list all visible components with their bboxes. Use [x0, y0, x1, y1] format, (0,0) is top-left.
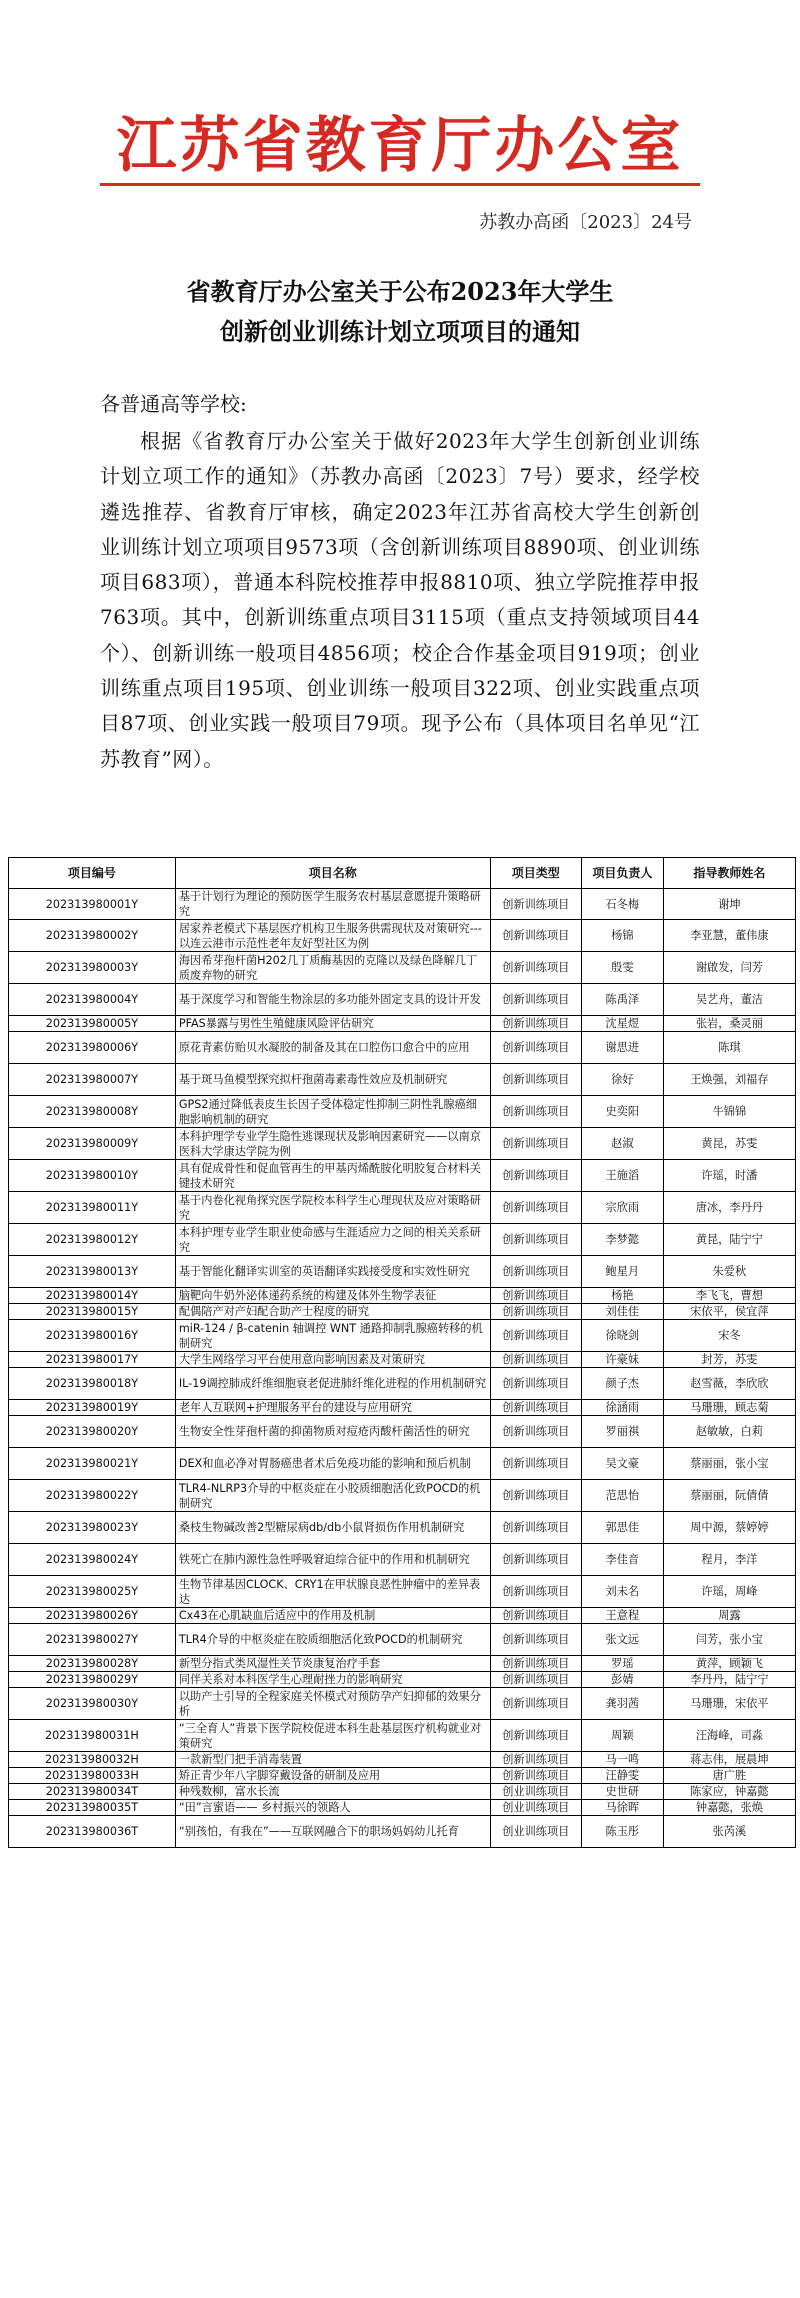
- project-name-cell: miR-124 / β-catenin 轴调控 WNT 通路抑制乳腺癌转移的机制研究: [175, 1320, 490, 1352]
- project-leader-cell: 彭婧: [581, 1672, 663, 1688]
- project-id-cell: 202313980014Y: [9, 1288, 176, 1304]
- project-id-cell: 202313980024Y: [9, 1544, 176, 1576]
- project-leader-cell: 王意程: [581, 1608, 663, 1624]
- project-leader-cell: 吴文豪: [581, 1448, 663, 1480]
- advisor-cell: 周露: [663, 1608, 795, 1624]
- table-row: [9, 1368, 796, 1400]
- project-type-cell: 创新训练项目: [490, 1512, 581, 1544]
- project-id-cell: 202313980028Y: [9, 1656, 176, 1672]
- project-leader-cell: 汪静雯: [581, 1768, 663, 1784]
- table-row: [9, 1720, 796, 1752]
- project-type-cell: 创新训练项目: [490, 1416, 581, 1448]
- project-leader-cell: 陈玉彤: [581, 1816, 663, 1848]
- table-row: [9, 1672, 796, 1688]
- table-row: [9, 1480, 796, 1512]
- project-type-cell: 创新训练项目: [490, 1128, 581, 1160]
- table-row: [9, 1288, 796, 1304]
- project-leader-cell: 王施滔: [581, 1160, 663, 1192]
- table-row: [9, 952, 796, 984]
- project-leader-cell: 徐涵雨: [581, 1400, 663, 1416]
- project-name-cell: 同伴关系对本科医学生心理耐挫力的影响研究: [175, 1672, 490, 1688]
- project-id-cell: 202313980001Y: [9, 889, 176, 920]
- project-name-cell: 种残数柳，富水长流: [175, 1784, 490, 1800]
- project-leader-cell: 周颖: [581, 1720, 663, 1752]
- advisor-cell: 许瑶，周峰: [663, 1576, 795, 1608]
- table-row: [9, 1064, 796, 1096]
- header-advisor: 指导教师姓名: [663, 858, 795, 889]
- project-id-cell: 202313980025Y: [9, 1576, 176, 1608]
- project-leader-cell: 鲍星月: [581, 1256, 663, 1288]
- project-id-cell: 202313980013Y: [9, 1256, 176, 1288]
- advisor-cell: 蔡丽丽，张小宝: [663, 1448, 795, 1480]
- project-leader-cell: 徐晓剑: [581, 1320, 663, 1352]
- project-type-cell: 创新训练项目: [490, 984, 581, 1016]
- project-name-cell: 基于深度学习和智能生物涂层的多功能外固定支具的设计开发: [175, 984, 490, 1016]
- project-name-cell: 原花青素仿贻贝水凝胶的制备及其在口腔伤口愈合中的应用: [175, 1032, 490, 1064]
- project-name-cell: “田”言蜜语—— 乡村振兴的领路人: [175, 1800, 490, 1816]
- table-row: [9, 1224, 796, 1256]
- project-id-cell: 202313980004Y: [9, 984, 176, 1016]
- project-name-cell: “三全育人”背景下医学院校促进本科生赴基层医疗机构就业对策研究: [175, 1720, 490, 1752]
- advisor-cell: 宋冬: [663, 1320, 795, 1352]
- project-leader-cell: 陈禹泽: [581, 984, 663, 1016]
- project-id-cell: 202313980016Y: [9, 1320, 176, 1352]
- advisor-cell: 汪海峰，司淼: [663, 1720, 795, 1752]
- project-type-cell: 创新训练项目: [490, 1160, 581, 1192]
- project-type-cell: 创新训练项目: [490, 1448, 581, 1480]
- project-name-cell: 铁死亡在肺内源性急性呼吸窘迫综合征中的作用和机制研究: [175, 1544, 490, 1576]
- project-name-cell: 本科护理专业学生职业使命感与生涯适应力之间的相关关系研究: [175, 1224, 490, 1256]
- project-type-cell: 创新训练项目: [490, 889, 581, 920]
- project-name-cell: TLR4介导的中枢炎症在胶质细胞活化致POCD的机制研究: [175, 1624, 490, 1656]
- project-type-cell: 创业训练项目: [490, 1800, 581, 1816]
- project-id-cell: 202313980011Y: [9, 1192, 176, 1224]
- project-type-cell: 创新训练项目: [490, 1576, 581, 1608]
- project-id-cell: 202313980009Y: [9, 1128, 176, 1160]
- advisor-cell: 闫芳，张小宝: [663, 1624, 795, 1656]
- advisor-cell: 黄昆，陆宁宁: [663, 1224, 795, 1256]
- project-id-cell: 202313980034T: [9, 1784, 176, 1800]
- table-row: [9, 1352, 796, 1368]
- project-leader-cell: 刘佳佳: [581, 1304, 663, 1320]
- project-leader-cell: 史世研: [581, 1784, 663, 1800]
- project-leader-cell: 史奕阳: [581, 1096, 663, 1128]
- project-name-cell: 以助产士引导的全程家庭关怀模式对预防孕产妇抑郁的效果分析: [175, 1688, 490, 1720]
- project-leader-cell: 郭思佳: [581, 1512, 663, 1544]
- table-row: [9, 1400, 796, 1416]
- project-name-cell: 桑枝生物碱改善2型糖尿病db/db小鼠肾损伤作用机制研究: [175, 1512, 490, 1544]
- project-type-cell: 创新训练项目: [490, 1688, 581, 1720]
- project-leader-cell: 张文远: [581, 1624, 663, 1656]
- project-type-cell: 创业训练项目: [490, 1816, 581, 1848]
- notice-title-line1: 省教育厅办公室关于公布2023年大学生: [186, 277, 614, 306]
- advisor-cell: 王焕强，刘福存: [663, 1064, 795, 1096]
- project-id-cell: 202313980036T: [9, 1816, 176, 1848]
- project-leader-cell: 徐好: [581, 1064, 663, 1096]
- project-type-cell: 创新训练项目: [490, 1480, 581, 1512]
- project-leader-cell: 沈星煜: [581, 1016, 663, 1032]
- header-project-name: 项目名称: [175, 858, 490, 889]
- table-row: [9, 1656, 796, 1672]
- project-type-cell: 创新训练项目: [490, 1768, 581, 1784]
- advisor-cell: 张芮溪: [663, 1816, 795, 1848]
- project-leader-cell: 罗瑶: [581, 1656, 663, 1672]
- project-id-cell: 202313980020Y: [9, 1416, 176, 1448]
- project-name-cell: 基于智能化翻译实训室的英语翻译实践接受度和实效性研究: [175, 1256, 490, 1288]
- project-type-cell: 创新训练项目: [490, 1608, 581, 1624]
- project-type-cell: 创新训练项目: [490, 1352, 581, 1368]
- table-row: [9, 1320, 796, 1352]
- project-type-cell: 创新训练项目: [490, 1016, 581, 1032]
- advisor-cell: 黄萍，顾颖飞: [663, 1656, 795, 1672]
- table-row: [9, 1800, 796, 1816]
- header-project-id: 项目编号: [9, 858, 176, 889]
- project-name-cell: 具有促成骨性和促血管再生的甲基丙烯酰胺化明胶复合材料关键技术研究: [175, 1160, 490, 1192]
- table-row: [9, 1192, 796, 1224]
- notice-body: 根据《省教育厅办公室关于做好2023年大学生创新创业训练计划立项工作的通知》（苏教办高函〔2023〕7号）要求，经学校遴选推荐、省教育厅审核，确定2023年江苏省高校大学生创新创业训练计划立项项目9573项（含创新训练项目8890项、创业训练项目683项），普通本科院校推荐申报8810项、独立学院推荐申报763项。其中，创新训练重点项目3115项（重点支持领域项目44个）、创新训练一般项目4856项；校企合作基金项目919项；创业训练重点项目195项、创业训练一般项目322项、创业实践重点项目87项、创业实践一般项目79项。现予公布（具体项目名单见“江苏教育”网）。: [100, 429, 700, 771]
- project-type-cell: 创新训练项目: [490, 1224, 581, 1256]
- project-leader-cell: 颜子杰: [581, 1368, 663, 1400]
- project-type-cell: 创新训练项目: [490, 952, 581, 984]
- document-number: 苏教办高函〔2023〕24号: [479, 212, 692, 233]
- table-row: [9, 1448, 796, 1480]
- project-id-cell: 202313980015Y: [9, 1304, 176, 1320]
- project-id-cell: 202313980021Y: [9, 1448, 176, 1480]
- project-id-cell: 202313980030Y: [9, 1688, 176, 1720]
- project-type-cell: 创新训练项目: [490, 1096, 581, 1128]
- advisor-cell: 李丹丹，陆宁宁: [663, 1672, 795, 1688]
- project-id-cell: 202313980032H: [9, 1752, 176, 1768]
- advisor-cell: 马珊珊，宋依平: [663, 1688, 795, 1720]
- table-row: [9, 920, 796, 952]
- advisor-cell: 蔡丽丽，阮倩倩: [663, 1480, 795, 1512]
- advisor-cell: 陈琪: [663, 1032, 795, 1064]
- project-leader-cell: 殷雯: [581, 952, 663, 984]
- table-row: [9, 1784, 796, 1800]
- table-row: [9, 1160, 796, 1192]
- project-type-cell: 创新训练项目: [490, 1304, 581, 1320]
- advisor-cell: 谢啟发，闫芳: [663, 952, 795, 984]
- project-type-cell: 创新训练项目: [490, 1752, 581, 1768]
- letterhead: [0, 0, 800, 240]
- project-name-cell: 基于斑马鱼模型探究拟杆孢菌毒素毒性效应及机制研究: [175, 1064, 490, 1096]
- project-leader-cell: 李梦懿: [581, 1224, 663, 1256]
- advisor-cell: 程月，李洋: [663, 1544, 795, 1576]
- project-leader-cell: 谢思进: [581, 1032, 663, 1064]
- project-name-cell: DEX和血必净对胃肠癌患者术后免疫功能的影响和预后机制: [175, 1448, 490, 1480]
- table-row: [9, 1032, 796, 1064]
- advisor-cell: 谢坤: [663, 889, 795, 920]
- project-type-cell: 创新训练项目: [490, 920, 581, 952]
- project-leader-cell: 石冬梅: [581, 889, 663, 920]
- table-row: [9, 1096, 796, 1128]
- project-name-cell: IL-19调控肺成纤维细胞衰老促进肺纤维化进程的作用机制研究: [175, 1368, 490, 1400]
- header-project-type: 项目类型: [490, 858, 581, 889]
- project-type-cell: 创新训练项目: [490, 1720, 581, 1752]
- advisor-cell: 赵敏敏，白莉: [663, 1416, 795, 1448]
- advisor-cell: 李飞飞，曹想: [663, 1288, 795, 1304]
- project-name-cell: 配偶陪产对产妇配合助产士程度的研究: [175, 1304, 490, 1320]
- project-type-cell: 创新训练项目: [490, 1400, 581, 1416]
- project-id-cell: 202313980023Y: [9, 1512, 176, 1544]
- project-type-cell: 创业训练项目: [490, 1784, 581, 1800]
- project-type-cell: 创新训练项目: [490, 1256, 581, 1288]
- table-header-row: [9, 858, 796, 889]
- project-name-cell: PFAS暴露与男性生殖健康风险评估研究: [175, 1016, 490, 1032]
- project-id-cell: 202313980019Y: [9, 1400, 176, 1416]
- project-name-cell: 脑靶向牛奶外泌体递药系统的构建及体外生物学表征: [175, 1288, 490, 1304]
- project-type-cell: 创新训练项目: [490, 1288, 581, 1304]
- table-row: [9, 1688, 796, 1720]
- project-type-cell: 创新训练项目: [490, 1320, 581, 1352]
- table-row: [9, 1016, 796, 1032]
- project-table: [8, 857, 796, 1848]
- project-leader-cell: 马一鸣: [581, 1752, 663, 1768]
- table-row: [9, 984, 796, 1016]
- project-id-cell: 202313980007Y: [9, 1064, 176, 1096]
- project-leader-cell: 李佳音: [581, 1544, 663, 1576]
- project-name-cell: 本科护理学专业学生隐性逃课现状及影响因素研究——以南京医科大学康达学院为例: [175, 1128, 490, 1160]
- office-name: 江苏省教育厅办公室: [116, 111, 684, 181]
- table-row: [9, 1752, 796, 1768]
- project-name-cell: 新型分指式类风湿性关节炎康复治疗手套: [175, 1656, 490, 1672]
- advisor-cell: 宋依平，侯宜萍: [663, 1304, 795, 1320]
- advisor-cell: 唐冰，李丹丹: [663, 1192, 795, 1224]
- project-leader-cell: 罗丽祺: [581, 1416, 663, 1448]
- project-id-cell: 202313980031H: [9, 1720, 176, 1752]
- advisor-cell: 陈家应，钟嘉懿: [663, 1784, 795, 1800]
- project-id-cell: 202313980027Y: [9, 1624, 176, 1656]
- advisor-cell: 周中源，蔡婷婷: [663, 1512, 795, 1544]
- project-id-cell: 202313980003Y: [9, 952, 176, 984]
- advisor-cell: 封芳，苏雯: [663, 1352, 795, 1368]
- advisor-cell: 牛锦锦: [663, 1096, 795, 1128]
- project-leader-cell: 马徐晖: [581, 1800, 663, 1816]
- project-id-cell: 202313980029Y: [9, 1672, 176, 1688]
- project-id-cell: 202313980006Y: [9, 1032, 176, 1064]
- project-type-cell: 创新训练项目: [490, 1624, 581, 1656]
- project-name-cell: 生物安全性芽孢杆菌的抑菌物质对痘疮丙酸杆菌活性的研究: [175, 1416, 490, 1448]
- advisor-cell: 吴艺舟，董洁: [663, 984, 795, 1016]
- table-row: [9, 1608, 796, 1624]
- project-name-cell: 海因希芽孢杆菌H202几丁质酶基因的克隆以及绿色降解几丁质废弃物的研究: [175, 952, 490, 984]
- project-id-cell: 202313980018Y: [9, 1368, 176, 1400]
- header-project-leader: 项目负责人: [581, 858, 663, 889]
- project-id-cell: 202313980002Y: [9, 920, 176, 952]
- advisor-cell: 黄昆，苏雯: [663, 1128, 795, 1160]
- project-name-cell: 矫正青少年八字脚穿戴设备的研制及应用: [175, 1768, 490, 1784]
- project-name-cell: TLR4-NLRP3介导的中枢炎症在小胶质细胞活化致POCD的机制研究: [175, 1480, 490, 1512]
- project-type-cell: 创新训练项目: [490, 1544, 581, 1576]
- red-divider-line: [100, 183, 700, 186]
- project-leader-cell: 宗欣雨: [581, 1192, 663, 1224]
- advisor-cell: 李亚慧，董伟康: [663, 920, 795, 952]
- project-name-cell: 大学生网络学习平台使用意向影响因素及对策研究: [175, 1352, 490, 1368]
- project-type-cell: 创新训练项目: [490, 1064, 581, 1096]
- project-id-cell: 202313980033H: [9, 1768, 176, 1784]
- project-name-cell: 生物节律基因CLOCK、CRY1在甲状腺良恶性肿瘤中的差异表达: [175, 1576, 490, 1608]
- project-id-cell: 202313980026Y: [9, 1608, 176, 1624]
- table-row: [9, 1624, 796, 1656]
- advisor-cell: 唐广胜: [663, 1768, 795, 1784]
- advisor-cell: 张岩，桑灵丽: [663, 1016, 795, 1032]
- advisor-cell: 朱爱秋: [663, 1256, 795, 1288]
- project-leader-cell: 刘未名: [581, 1576, 663, 1608]
- project-type-cell: 创新训练项目: [490, 1032, 581, 1064]
- project-leader-cell: 赵淑: [581, 1128, 663, 1160]
- project-id-cell: 202313980012Y: [9, 1224, 176, 1256]
- advisor-cell: 许瑶，时潘: [663, 1160, 795, 1192]
- advisor-cell: 马珊珊，顾志菊: [663, 1400, 795, 1416]
- project-id-cell: 202313980022Y: [9, 1480, 176, 1512]
- project-name-cell: 基于计划行为理论的预防医学生服务农村基层意愿提升策略研究: [175, 889, 490, 920]
- table-row: [9, 1128, 796, 1160]
- project-leader-cell: 龚羽茜: [581, 1688, 663, 1720]
- project-id-cell: 202313980017Y: [9, 1352, 176, 1368]
- greeting: 各普通高等学校:: [100, 392, 247, 416]
- notice-title-line2: 创新创业训练计划立项项目的通知: [220, 317, 580, 346]
- project-leader-cell: 杨锦: [581, 920, 663, 952]
- advisor-cell: 赵雪薇，李欣欣: [663, 1368, 795, 1400]
- advisor-cell: 蒋志伟，展晨坤: [663, 1752, 795, 1768]
- project-type-cell: 创新训练项目: [490, 1368, 581, 1400]
- table-row: [9, 889, 796, 920]
- project-name-cell: Cx43在心肌缺血后适应中的作用及机制: [175, 1608, 490, 1624]
- table-row: [9, 1768, 796, 1784]
- project-type-cell: 创新训练项目: [490, 1656, 581, 1672]
- project-name-cell: 基于内卷化视角探究医学院校本科学生心理现状及应对策略研究: [175, 1192, 490, 1224]
- project-leader-cell: 范思怡: [581, 1480, 663, 1512]
- project-name-cell: 老年人互联网+护理服务平台的建设与应用研究: [175, 1400, 490, 1416]
- project-id-cell: 202313980008Y: [9, 1096, 176, 1128]
- project-leader-cell: 许豪妹: [581, 1352, 663, 1368]
- project-id-cell: 202313980005Y: [9, 1016, 176, 1032]
- table-row: [9, 1576, 796, 1608]
- project-type-cell: 创新训练项目: [490, 1672, 581, 1688]
- project-name-cell: 居家养老模式下基层医疗机构卫生服务供需现状及对策研究---以连云港市示范性老年友好型社区为例: [175, 920, 490, 952]
- project-name-cell: GPS2通过降低表皮生长因子受体稳定性抑制三阴性乳腺癌细胞影响机制的研究: [175, 1096, 490, 1128]
- project-id-cell: 202313980010Y: [9, 1160, 176, 1192]
- project-rows: [9, 889, 796, 1848]
- table-row: [9, 1256, 796, 1288]
- table-row: [9, 1512, 796, 1544]
- table-row: [9, 1416, 796, 1448]
- project-name-cell: “别孩怕，有我在”——互联网融合下的职场妈妈幼儿托育: [175, 1816, 490, 1848]
- project-id-cell: 202313980035T: [9, 1800, 176, 1816]
- project-type-cell: 创新训练项目: [490, 1192, 581, 1224]
- table-row: [9, 1544, 796, 1576]
- advisor-cell: 钟嘉懿，张焕: [663, 1800, 795, 1816]
- table-row: [9, 1816, 796, 1848]
- table-row: [9, 1304, 796, 1320]
- project-name-cell: 一款新型门把手消毒装置: [175, 1752, 490, 1768]
- project-leader-cell: 杨艳: [581, 1288, 663, 1304]
